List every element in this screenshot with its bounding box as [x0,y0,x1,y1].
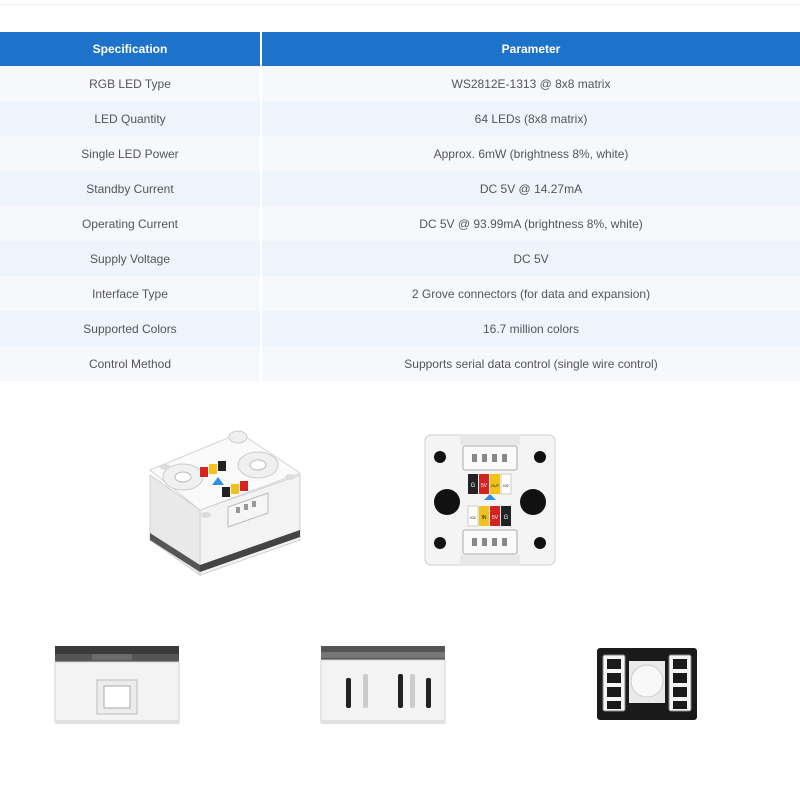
label-out: OUT [490,483,500,488]
label-g-top: G [470,483,476,489]
spec-cell: Supply Voltage [0,241,261,276]
label-in: IN [481,515,487,521]
param-cell: DC 5V [261,241,800,276]
table-row [0,101,800,136]
table-row [0,136,800,171]
module-front-view-photo [52,640,182,730]
table-row [0,206,800,241]
screw-hole-icon [534,537,546,549]
table-header-row [0,32,800,66]
module-side-view-photo [318,640,448,730]
param-cell: DC 5V @ 93.99mA (brightness 8%, white) [261,206,800,241]
module-bottom-view-photo [595,643,700,723]
param-cell: DC 5V @ 14.27mA [261,171,800,206]
screw-hole-icon [434,451,446,463]
table-row [0,276,800,311]
table-row [0,311,800,346]
label-5v-top: 5V [480,483,488,489]
screw-hole-icon [534,451,546,463]
spec-cell: Control Method [0,346,261,381]
header-specification: Specification [0,32,261,66]
label-red [200,467,208,477]
table-row [0,346,800,381]
param-cell: WS2812E-1313 @ 8x8 matrix [261,66,800,101]
top-divider [0,4,800,5]
param-cell: 16.7 million colors [261,311,800,346]
label-5v-bottom: 5V [491,515,499,521]
table-row [0,66,800,101]
param-cell: Approx. 6mW (brightness 8%, white) [261,136,800,171]
label-g-bottom: G [503,515,509,521]
module-top-view-photo [420,430,560,570]
param-cell: 2 Grove connectors (for data and expansion) [261,276,800,311]
spec-cell: LED Quantity [0,101,261,136]
spec-cell: Supported Colors [0,311,261,346]
spec-cell: Standby Current [0,171,261,206]
header-parameter: Parameter [261,32,800,66]
spec-cell: RGB LED Type [0,66,261,101]
screw-hole-icon [434,537,446,549]
param-cell: Supports serial data control (single wire control) [261,346,800,381]
table-row [0,241,800,276]
module-isometric-photo [140,415,310,585]
label-yellow [209,464,217,474]
param-cell: 64 LEDs (8x8 matrix) [261,101,800,136]
label-port-bottom: I02 [470,515,476,520]
label-port-top: I02 [503,483,509,488]
spec-cell: Interface Type [0,276,261,311]
spec-cell: Single LED Power [0,136,261,171]
spec-table [0,32,800,381]
table-row [0,171,800,206]
spec-cell: Operating Current [0,206,261,241]
